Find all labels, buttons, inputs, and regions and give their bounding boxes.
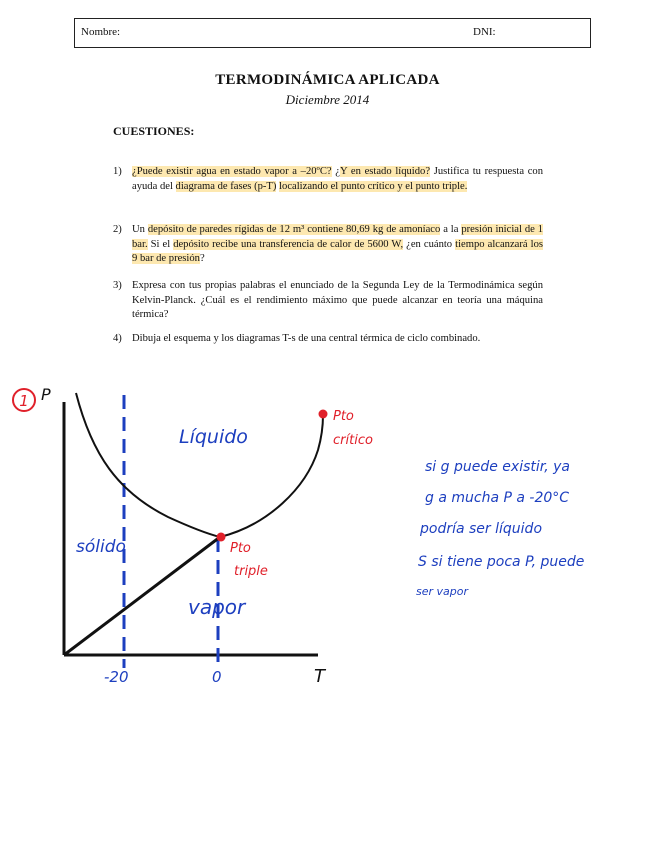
liquid-region-label: Líquido [179,426,248,448]
question-number: 2) [113,224,122,235]
triple-point-label-1: Pto [230,541,251,556]
highlighted-text: Y en estado líquido? [339,166,431,177]
highlighted-text: tiempo alcanzará los 9 bar de presión [132,238,543,264]
highlighted-text: depósito de paredes rígidas de 12 m³ contiene 80,69 kg de amoníaco [147,224,441,235]
question-text-segment: Si el [147,238,174,250]
tick-label-minus20: -20 [104,668,129,686]
question-text-segment: ¿ [331,166,340,177]
answer-line-1: si g puede existir, ya [425,459,570,475]
exam-date: Diciembre 2014 [285,92,370,107]
question-text-segment: Justifica tu respuesta con ayuda del [132,166,543,192]
dni-label: DNI: [473,26,496,38]
question-text-segment: Dibuja el esquema y los diagramas T-s de una central térmica de ciclo combinado. [132,333,481,344]
highlighted-text: localizando el punto crítico y el punto triple. [279,180,468,192]
name-label: Nombre: [81,26,121,38]
answer-line-5: ser vapor [416,585,469,598]
highlighted-text: depósito recibe una transferencia de calor de 5600 W, [173,238,404,250]
fusion-curve [76,393,220,537]
answer-line-2: g a mucha P a -20°C [425,490,570,506]
question-text-segment: a la [440,224,462,235]
question-text-segment: Un [132,224,148,235]
answer-line-4: S si tiene poca P, puede [418,554,585,570]
highlighted-text: presión inicial de 1 bar. [132,224,544,250]
p-axis-label: P [41,385,51,404]
section-title: CUESTIONES: [113,124,195,138]
critical-point-dot [319,410,328,419]
question-text-segment: ? [199,253,205,264]
highlighted-text: ¿Puede existir agua en estado vapor a –20ºC? [132,166,332,177]
question-number: 4) [113,333,122,344]
critical-point-label-2: crítico [333,433,373,448]
page-title: TERMODINÁMICA APLICADA [215,72,440,88]
question-number: 1) [113,166,122,177]
highlighted-text: diagrama de fases (p-T) [175,180,277,192]
question-number: 3) [113,280,122,291]
answer-marker: 1 [19,392,29,410]
solid-region-label: sólido [76,537,126,557]
triple-point-dot [217,533,226,542]
question-text-segment: ¿en cuánto [403,238,456,250]
answer-line-3: podría ser líquido [420,521,543,537]
question-text-segment: Expresa con tus propias palabras el enunciado de la Segunda Ley de la Termodinámica según Kelvin-Planck. ¿Cuál es el rendimiento máximo que puede alcanzar en teoría una máquina térmica? [132,280,543,320]
triple-point-label-2: triple [234,564,268,579]
critical-point-label-1: Pto [333,409,354,424]
t-axis-label: T [314,666,325,687]
vapor-region-label: vapor [188,595,246,619]
tick-label-zero: 0 [212,668,222,686]
